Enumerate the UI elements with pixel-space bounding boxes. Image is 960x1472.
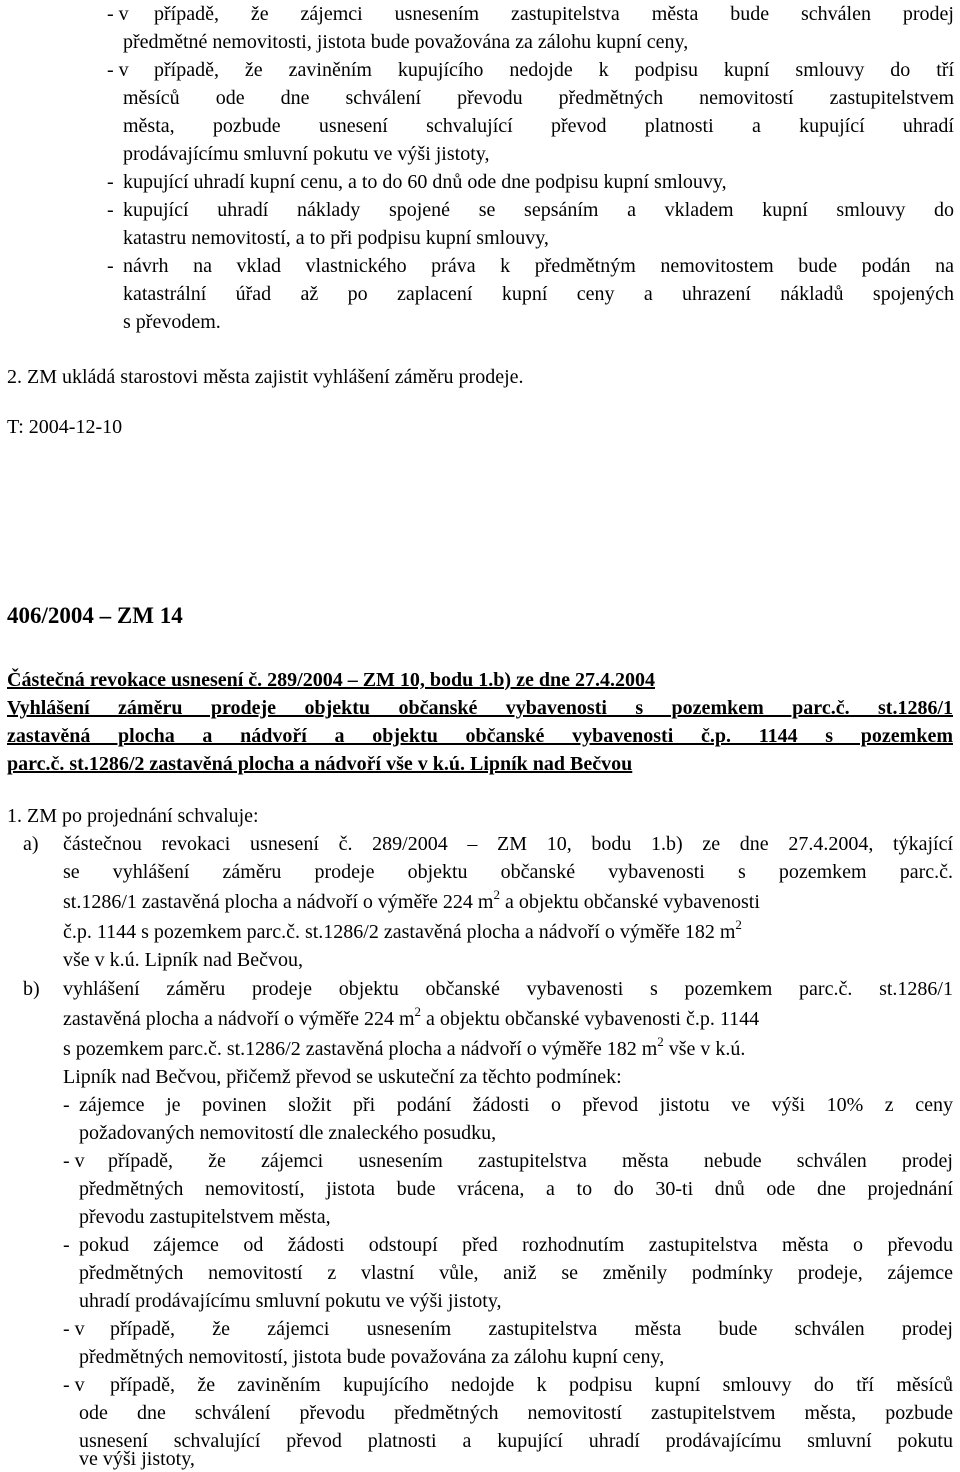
list-item-line: předmětných nemovitostí z vlastní vůle, aniž se změnily podmínky prodeje, zájemce — [79, 1262, 953, 1284]
list-item-line: usnesení schvalující převod platnosti a kupující uhradí prodávajícímu smluvní pokutu — [79, 1430, 953, 1452]
resolution-title-line: Částečná revokace usnesení č. 289/2004 – ZM 10, bodu 1.b) ze dne 27.4.2004 — [7, 669, 655, 691]
list-item-line: ode dne schválení převodu předmětných nemovitostí zastupitelstvem města, pozbude — [79, 1402, 953, 1424]
resolution-title-line: zastavěná plocha a nádvoří a objektu občanské vybavenosti č.p. 1144 s pozemkem — [7, 725, 953, 747]
list-dash: - v — [107, 3, 129, 25]
list-item-line: prodávajícímu smluvní pokutu ve výši jistoty, — [123, 143, 490, 165]
point-label: b) — [23, 978, 40, 1000]
point-line: č.p. 1144 s pozemkem parc.č. st.1286/2 zastavěná plocha a nádvoří o výměře 182 $m^2$ — [63, 917, 742, 943]
list-dash: - — [107, 255, 114, 277]
list-item-line: zájemce je povinen složit při podání žádosti o převod jistotu ve výši 10% z ceny — [79, 1094, 953, 1116]
list-item-line: návrh na vklad vlastnického práva k předmětným nemovitostem bude podán na — [123, 255, 954, 277]
point-line: s pozemkem parc.č. st.1286/2 zastavěná plocha a nádvoří o výměře 182 $m^2$ vše v k.ú. — [63, 1034, 746, 1060]
list-item-line: případě, že zájemci usnesením zastupitelstva města nebude schválen prodej — [108, 1150, 953, 1172]
list-item-line: s převodem. — [123, 311, 221, 333]
point-line: se vyhlášení záměru prodeje objektu občanské vybavenosti s pozemkem parc.č. — [63, 861, 953, 883]
list-dash: - — [63, 1094, 70, 1116]
list-item-line: předmětných nemovitostí, jistota bude považována za zálohu kupní ceny, — [79, 1346, 665, 1368]
point-line: zastavěná plocha a nádvoří o výměře 224 $m^2$ a objektu občanské vybavenosti č.p. 1144 — [63, 1004, 760, 1030]
list-item-line: převodu zastupitelstvem města, — [79, 1206, 331, 1228]
list-item-line: předmětné nemovitosti, jistota bude považována za zálohu kupní ceny, — [123, 31, 689, 53]
list-item-line: případě, že zájemci usnesením zastupitelstva města bude schválen prodej — [154, 3, 954, 25]
list-item-line: případě, že zaviněním kupujícího nedojde k podpisu kupní smlouvy do tří — [154, 59, 954, 81]
list-item-line: katastrální úřad až po zaplacení kupní ceny a uhrazení nákladů spojených — [123, 283, 954, 305]
list-dash: - v — [107, 59, 129, 81]
resolution-title-line: parc.č. st.1286/2 zastavěná plocha a nádvoří vše v k.ú. Lipník nad Bečvou — [7, 753, 633, 775]
point-line: Lipník nad Bečvou, přičemž převod se uskuteční za těchto podmínek: — [63, 1066, 622, 1088]
list-item-line: uhradí prodávajícímu smluvní pokutu ve výši jistoty, — [79, 1290, 502, 1312]
point-line: částečnou revokaci usnesení č. 289/2004 – ZM 10, bodu 1.b) ze dne 27.4.2004, týkající — [63, 833, 953, 855]
list-item-line: katastru nemovitostí, a to při podpisu kupní smlouvy, — [123, 227, 549, 249]
point-label: a) — [23, 833, 39, 855]
list-dash: - v — [63, 1374, 85, 1396]
point-line: vše v k.ú. Lipník nad Bečvou, — [63, 949, 303, 971]
list-item-line: města, pozbude usnesení schvalující převod platnosti a kupující uhradí — [123, 115, 954, 137]
list-dash: - — [107, 199, 114, 221]
list-dash: - v — [63, 1150, 85, 1172]
resolution-title-line: Vyhlášení záměru prodeje objektu občanské vybavenosti s pozemkem parc.č. st.1286/1 — [7, 697, 953, 719]
list-item-line: případě, že zájemci usnesením zastupitelstva města bude schválen prodej — [110, 1318, 953, 1340]
list-dash: - — [107, 171, 114, 193]
deadline: T: 2004-12-10 — [7, 416, 123, 438]
point-line: st.1286/1 zastavěná plocha a nádvoří o výměře 224 $m^2$ a objektu občanské vybavenosti — [63, 887, 760, 913]
resolution-item-2: 2. ZM ukládá starostovi města zajistit vyhlášení záměru prodeje. — [7, 366, 524, 388]
list-item-line: předmětných nemovitostí, jistota bude vrácena, a to do 30-ti dnů ode dne projednání — [79, 1178, 953, 1200]
list-dash: - — [63, 1234, 70, 1256]
list-item-line: požadovaných nemovitostí dle znaleckého posudku, — [79, 1122, 497, 1144]
list-item-line: kupující uhradí kupní cenu, a to do 60 dnů ode dne podpisu kupní smlouvy, — [123, 171, 727, 193]
list-item-line: ve výši jistoty, — [79, 1448, 195, 1470]
list-item-line: měsíců ode dne schválení převodu předmětných nemovitostí zastupitelstvem — [123, 87, 954, 109]
resolution-number: 406/2004 – ZM 14 — [7, 603, 183, 628]
point-line: vyhlášení záměru prodeje objektu občanské vybavenosti s pozemkem parc.č. st.1286/1 — [63, 978, 953, 1000]
resolution-item-1: 1. ZM po projednání schvaluje: — [7, 805, 259, 827]
list-item-line: kupující uhradí náklady spojené se sepsáním a vkladem kupní smlouvy do — [123, 199, 954, 221]
list-item-line: pokud zájemce od žádosti odstoupí před rozhodnutím zastupitelstva města o převodu — [79, 1234, 953, 1256]
list-item-line: případě, že zaviněním kupujícího nedojde k podpisu kupní smlouvy do tří měsíců — [110, 1374, 953, 1396]
list-dash: - v — [63, 1318, 85, 1340]
